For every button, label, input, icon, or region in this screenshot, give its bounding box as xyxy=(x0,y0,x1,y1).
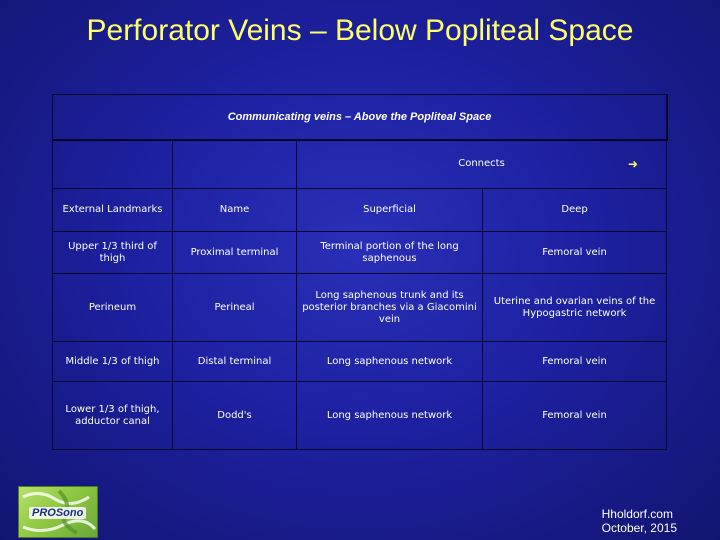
connects-label: Connects xyxy=(458,158,505,169)
header-external-landmarks: External Landmarks xyxy=(53,189,173,232)
perforator-veins-table xyxy=(52,94,667,450)
cell-name: Proximal terminal xyxy=(173,232,297,274)
empty-cell xyxy=(53,140,173,189)
slide-title: Perforator Veins – Below Popliteal Space xyxy=(86,14,634,47)
cell-landmark: Lower 1/3 of thigh, adductor canal xyxy=(53,382,173,450)
cell-deep: Femoral vein xyxy=(483,382,667,450)
table-caption: Communicating veins – Above the Popliteal Space xyxy=(53,95,667,140)
cell-landmark: Perineum xyxy=(53,274,173,342)
header-superficial: Superficial xyxy=(297,189,483,232)
empty-cell xyxy=(173,140,297,189)
cell-superficial: Long saphenous network xyxy=(297,342,483,382)
cell-name: Dodd's xyxy=(173,382,297,450)
connects-row xyxy=(53,140,667,189)
connects-cell xyxy=(297,140,667,189)
cell-deep: Uterine and ovarian veins of the Hypogastric network xyxy=(483,274,667,342)
header-row xyxy=(53,189,667,232)
cell-superficial: Long saphenous network xyxy=(297,382,483,450)
credit xyxy=(602,507,677,535)
table-row xyxy=(53,382,667,450)
cell-superficial: Terminal portion of the long saphenous xyxy=(297,232,483,274)
right-arrow-icon: ➜ xyxy=(627,157,639,171)
cell-superficial: Long saphenous trunk and its posterior branches via a Giacomini vein xyxy=(297,274,483,342)
cell-landmark: Middle 1/3 of thigh xyxy=(53,342,173,382)
prosono-logo xyxy=(18,486,98,538)
credit-site: Hholdorf.com xyxy=(601,507,673,521)
cell-name: Distal terminal xyxy=(173,342,297,382)
caption-row xyxy=(53,95,667,140)
table-row xyxy=(53,274,667,342)
logo-text: PROSono xyxy=(29,507,86,519)
cell-deep: Femoral vein xyxy=(483,342,667,382)
credit-date: October, 2015 xyxy=(601,521,677,535)
table-row xyxy=(53,342,667,382)
header-deep: Deep xyxy=(483,189,667,232)
cell-landmark: Upper 1/3 third of thigh xyxy=(53,232,173,274)
header-name: Name xyxy=(173,189,297,232)
cell-name: Perineal xyxy=(173,274,297,342)
table-row xyxy=(53,232,667,274)
cell-deep: Femoral vein xyxy=(483,232,667,274)
